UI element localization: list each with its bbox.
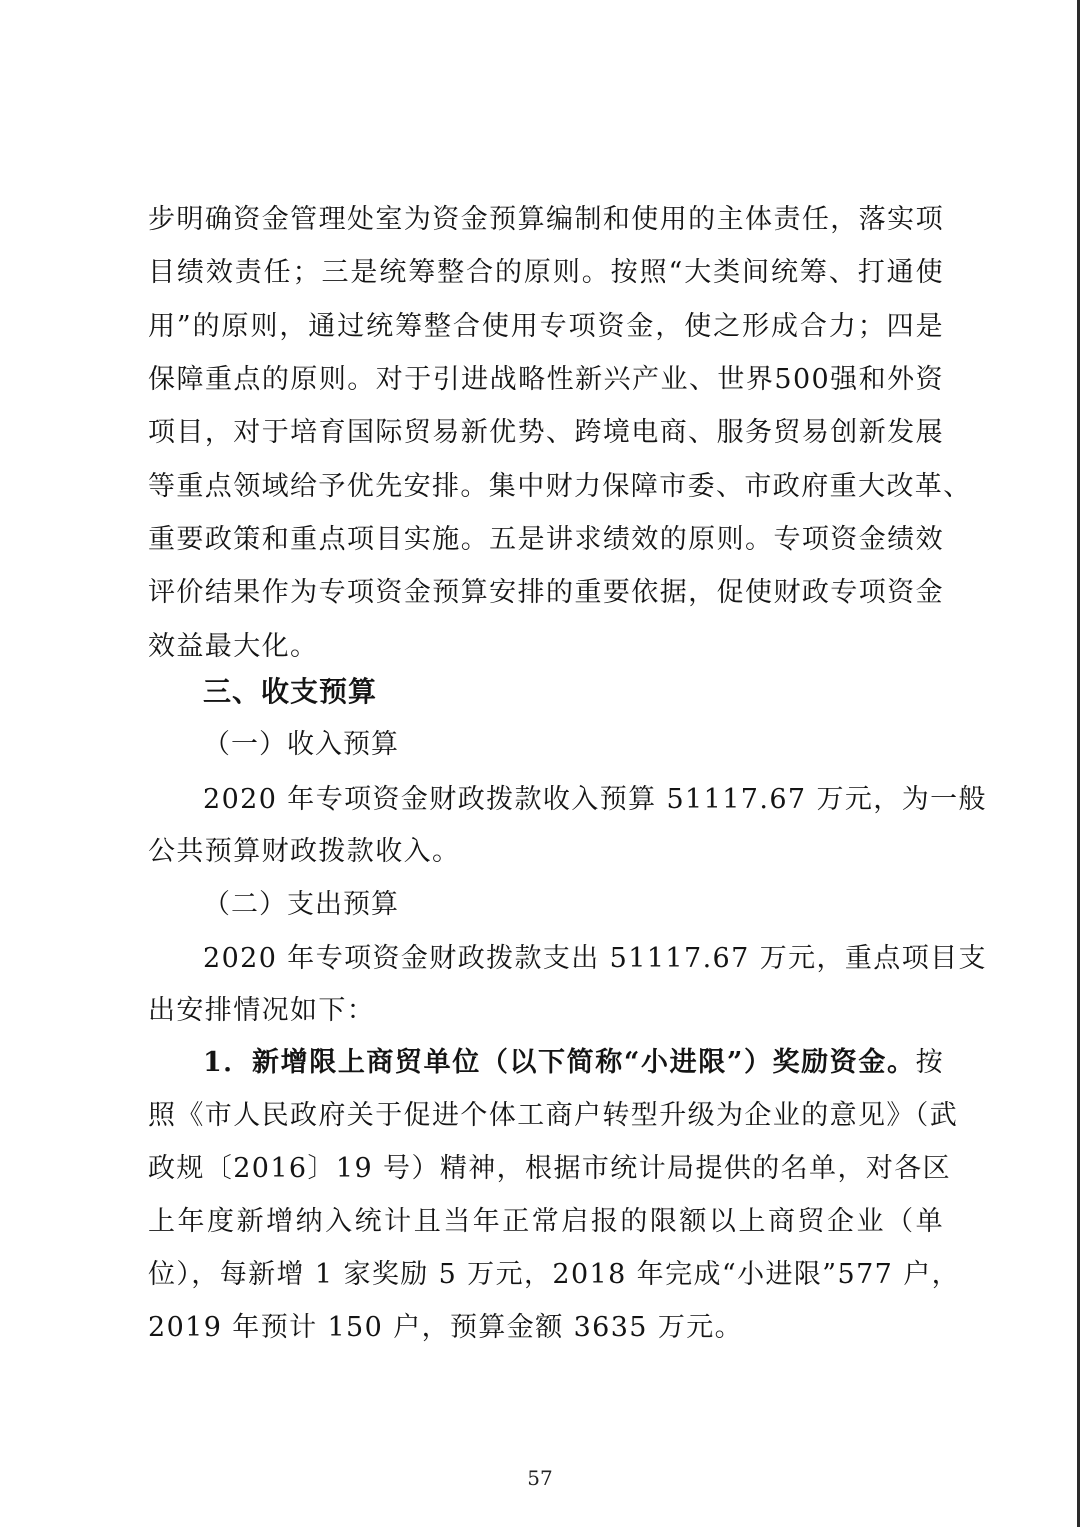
expense-line: 2020 年专项资金财政拨款支出 51117.67 万元，重点项目支 — [203, 943, 987, 974]
item-1-line: 照《市人民政府关于促进个体工商户转型升级为企业的意见》（武 — [148, 1100, 959, 1131]
income-line: 2020 年专项资金财政拨款收入预算 51117.67 万元，为一般 — [203, 784, 987, 815]
item-1-line: 上年度新增纳入统计且当年正常启报的限额以上商贸企业（单 — [148, 1206, 944, 1237]
income-heading: （一）收入预算 — [203, 729, 399, 760]
item-1-line: 2019 年预计 150 户，预算金额 3635 万元。 — [148, 1312, 744, 1343]
item-1-title-tail: 按 — [915, 1047, 944, 1078]
expense-line: 出安排情况如下： — [148, 995, 376, 1026]
body-line: 步明确资金管理处室为资金预算编制和使用的主体责任，落实项 — [148, 204, 944, 235]
income-line: 公共预算财政拨款收入。 — [148, 836, 461, 867]
body-line: 用”的原则，通过统筹整合使用专项资金，使之形成合力；四是 — [148, 311, 944, 342]
item-1-line: 政规〔2016〕19 号）精神，根据市统计局提供的名单，对各区 — [148, 1153, 952, 1184]
body-line: 重要政策和重点项目实施。五是讲求绩效的原则。专项资金绩效 — [148, 524, 944, 555]
item-1-line: 位），每新增 1 家奖励 5 万元，2018 年完成“小进限”577 户， — [148, 1259, 961, 1290]
body-line: 等重点领域给予优先安排。集中财力保障市委、市政府重大改革、 — [148, 471, 972, 502]
expense-heading: （二）支出预算 — [203, 889, 399, 920]
page-number: 57 — [527, 1466, 553, 1490]
body-line: 评价结果作为专项资金预算安排的重要依据，促使财政专项资金 — [148, 577, 944, 608]
section-heading: 三、收支预算 — [203, 675, 378, 708]
body-line: 目绩效责任；三是统筹整合的原则。按照“大类间统筹、打通使 — [148, 257, 944, 288]
body-line: 效益最大化。 — [148, 631, 319, 662]
item-1-title: 1．新增限上商贸单位（以下简称“小进限”）奖励资金。 — [203, 1047, 916, 1078]
body-line: 项目，对于培育国际贸易新优势、跨境电商、服务贸易创新发展 — [148, 417, 944, 448]
item-1-first-line — [203, 1049, 944, 1076]
body-line: 保障重点的原则。对于引进战略性新兴产业、世界500强和外资 — [148, 364, 944, 395]
